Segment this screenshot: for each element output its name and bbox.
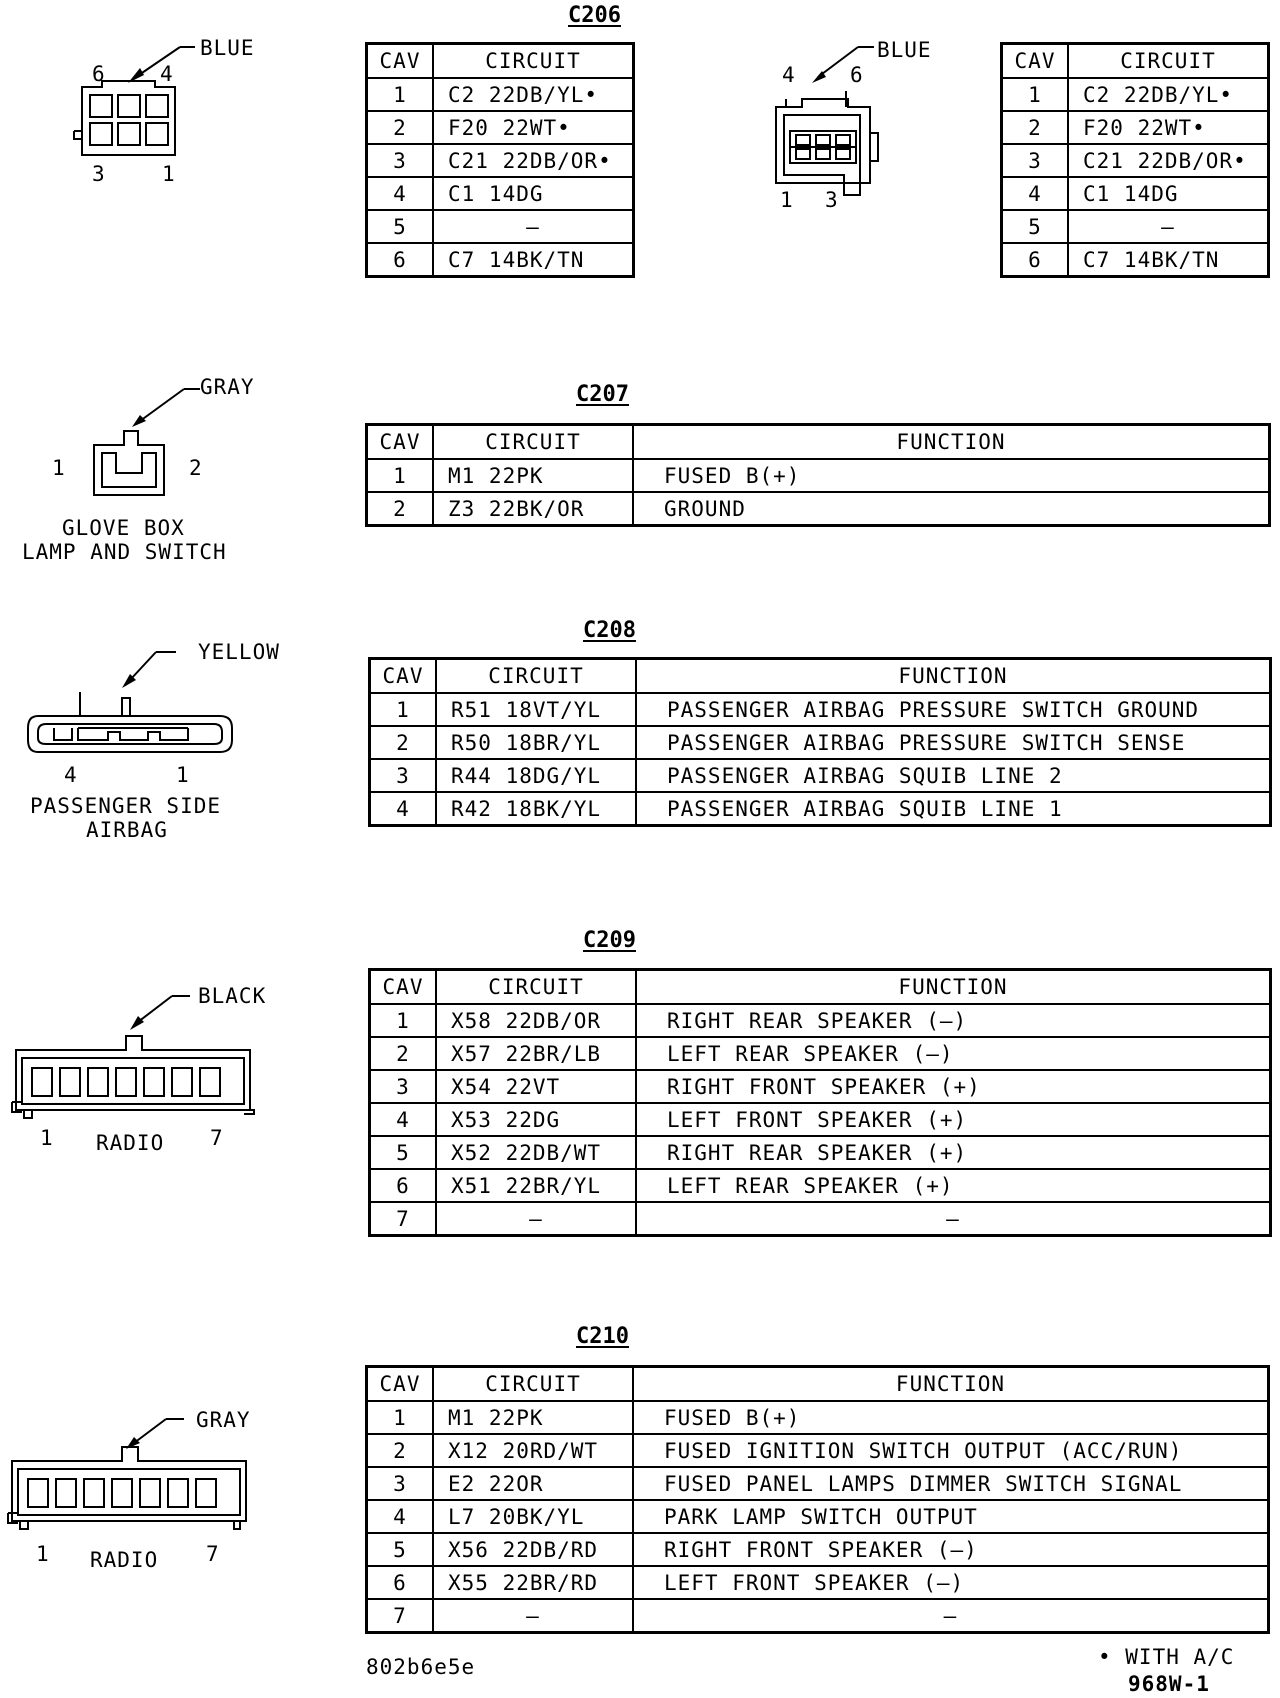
table-row — [367, 243, 633, 276]
circuit-cell: M1 22PK — [433, 1401, 633, 1434]
cav-cell: 4 — [1002, 177, 1068, 210]
circuit-cell: X53 22DG — [436, 1103, 636, 1136]
function-cell: LEFT REAR SPEAKER (+) — [636, 1169, 1270, 1202]
cav-cell: 2 — [367, 1434, 433, 1467]
circuit-cell: M1 22PK — [433, 459, 633, 492]
c206-right-pin-4: 4 — [782, 63, 795, 87]
table-header-row — [370, 970, 1270, 1004]
table-row — [367, 492, 1269, 525]
table-row — [370, 1004, 1270, 1037]
circuit-cell: – — [1068, 210, 1268, 243]
header-cav: CAV — [367, 44, 433, 78]
cav-cell: 3 — [370, 759, 436, 792]
cav-cell: 3 — [370, 1070, 436, 1103]
c208-title: C208 — [583, 618, 636, 643]
cav-cell: 2 — [1002, 111, 1068, 144]
cav-cell: 1 — [370, 693, 436, 726]
c208-component-label-line1: PASSENGER SIDE — [30, 794, 222, 818]
circuit-cell: F20 22WT• — [433, 111, 633, 144]
cav-cell: 6 — [370, 1169, 436, 1202]
c207-table — [366, 424, 1270, 526]
cav-cell: 4 — [370, 792, 436, 825]
circuit-cell: C21 22DB/OR• — [1068, 144, 1268, 177]
function-cell: FUSED PANEL LAMPS DIMMER SWITCH SIGNAL — [633, 1467, 1268, 1500]
cav-cell: 7 — [367, 1599, 433, 1632]
cav-cell: 5 — [367, 210, 433, 243]
c206-left-color-label: BLUE — [200, 36, 255, 60]
table-row — [1002, 111, 1268, 144]
header-circuit: CIRCUIT — [436, 970, 636, 1004]
c206-right-table — [1001, 43, 1269, 277]
table-row — [1002, 243, 1268, 276]
doc-id: 802b6e5e — [366, 1655, 476, 1679]
c210-pin-1: 1 — [36, 1542, 49, 1566]
c209-table — [369, 969, 1271, 1236]
c207-component-label-line2: LAMP AND SWITCH — [22, 540, 227, 564]
table-row — [367, 1434, 1268, 1467]
cav-cell: 1 — [367, 78, 433, 111]
c208-pin-4: 4 — [64, 763, 77, 787]
table-header-row — [1002, 44, 1268, 78]
cav-cell: 3 — [1002, 144, 1068, 177]
cav-cell: 5 — [367, 1533, 433, 1566]
header-cav: CAV — [370, 970, 436, 1004]
table-header-row — [367, 425, 1269, 459]
circuit-cell: X52 22DB/WT — [436, 1136, 636, 1169]
figure-id: 968W-1 — [1128, 1672, 1210, 1696]
cav-cell: 2 — [370, 1037, 436, 1070]
c210-component-label: RADIO — [90, 1548, 159, 1572]
table-row — [370, 1202, 1270, 1235]
table-row — [370, 1136, 1270, 1169]
circuit-cell: – — [433, 210, 633, 243]
cav-cell: 5 — [1002, 210, 1068, 243]
c207-pin-2: 2 — [189, 456, 202, 480]
circuit-cell: L7 20BK/YL — [433, 1500, 633, 1533]
cav-cell: 7 — [370, 1202, 436, 1235]
circuit-cell: C2 22DB/YL• — [1068, 78, 1268, 111]
c206-left-table — [366, 43, 634, 277]
header-circuit: CIRCUIT — [433, 44, 633, 78]
c208-table — [369, 658, 1271, 826]
table-row — [367, 1401, 1268, 1434]
header-function: FUNCTION — [633, 425, 1269, 459]
c206-left-pin-4: 4 — [160, 62, 173, 86]
table-header-row — [367, 44, 633, 78]
function-cell: FUSED IGNITION SWITCH OUTPUT (ACC/RUN) — [633, 1434, 1268, 1467]
circuit-cell: R50 18BR/YL — [436, 726, 636, 759]
function-cell: RIGHT FRONT SPEAKER (+) — [636, 1070, 1270, 1103]
c210-title: C210 — [576, 1324, 629, 1349]
table-row — [367, 459, 1269, 492]
cav-cell: 4 — [367, 177, 433, 210]
table-row — [370, 1103, 1270, 1136]
c209-title: C209 — [583, 928, 636, 953]
cav-cell: 2 — [367, 492, 433, 525]
circuit-cell: X54 22VT — [436, 1070, 636, 1103]
cav-cell: 2 — [370, 726, 436, 759]
circuit-cell: C1 14DG — [1068, 177, 1268, 210]
function-cell: FUSED B(+) — [633, 1401, 1268, 1434]
circuit-cell: C2 22DB/YL• — [433, 78, 633, 111]
c207-pin-1: 1 — [52, 456, 65, 480]
c206-right-pin-6: 6 — [850, 63, 863, 87]
function-cell: LEFT REAR SPEAKER (–) — [636, 1037, 1270, 1070]
header-cav: CAV — [367, 1367, 433, 1401]
function-cell: FUSED B(+) — [633, 459, 1269, 492]
circuit-cell: X58 22DB/OR — [436, 1004, 636, 1037]
c206-left-pin-1: 1 — [162, 162, 175, 186]
cav-cell: 6 — [367, 1566, 433, 1599]
c206-right-color-label: BLUE — [877, 38, 932, 62]
c210-color-label: GRAY — [196, 1408, 251, 1432]
cav-cell: 6 — [367, 243, 433, 276]
c208-component-label-line2: AIRBAG — [86, 818, 168, 842]
circuit-cell: C1 14DG — [433, 177, 633, 210]
c209-color-label: BLACK — [198, 984, 267, 1008]
circuit-cell: R51 18VT/YL — [436, 693, 636, 726]
c207-title: C207 — [576, 382, 629, 407]
circuit-cell: – — [436, 1202, 636, 1235]
circuit-cell: Z3 22BK/OR — [433, 492, 633, 525]
cav-cell: 4 — [370, 1103, 436, 1136]
table-row — [370, 693, 1270, 726]
cav-cell: 1 — [367, 1401, 433, 1434]
function-cell: – — [633, 1599, 1268, 1632]
table-header-row — [367, 1367, 1268, 1401]
table-row — [367, 144, 633, 177]
table-row — [367, 78, 633, 111]
function-cell: PASSENGER AIRBAG SQUIB LINE 2 — [636, 759, 1270, 792]
c206-right-pin-1: 1 — [780, 188, 793, 212]
c208-pin-1: 1 — [176, 763, 189, 787]
c206-left-pin-6: 6 — [92, 62, 105, 86]
table-row — [370, 1037, 1270, 1070]
table-row — [370, 1169, 1270, 1202]
table-row — [370, 726, 1270, 759]
header-function: FUNCTION — [633, 1367, 1268, 1401]
header-function: FUNCTION — [636, 970, 1270, 1004]
header-cav: CAV — [367, 425, 433, 459]
footnote-with-ac: • WITH A/C — [1098, 1645, 1235, 1669]
circuit-cell: R42 18BK/YL — [436, 792, 636, 825]
c206-right-pin-3: 3 — [825, 188, 838, 212]
function-cell: LEFT FRONT SPEAKER (–) — [633, 1566, 1268, 1599]
function-cell: PASSENGER AIRBAG PRESSURE SWITCH GROUND — [636, 693, 1270, 726]
circuit-cell: – — [433, 1599, 633, 1632]
c210-pin-7: 7 — [206, 1542, 219, 1566]
c207-color-label: GRAY — [200, 375, 255, 399]
cav-cell: 6 — [1002, 243, 1068, 276]
cav-cell: 2 — [367, 111, 433, 144]
table-row — [370, 759, 1270, 792]
header-circuit: CIRCUIT — [433, 425, 633, 459]
function-cell: RIGHT REAR SPEAKER (–) — [636, 1004, 1270, 1037]
header-function: FUNCTION — [636, 659, 1270, 693]
header-circuit: CIRCUIT — [436, 659, 636, 693]
table-row — [1002, 210, 1268, 243]
circuit-cell: E2 22OR — [433, 1467, 633, 1500]
circuit-cell: X12 20RD/WT — [433, 1434, 633, 1467]
circuit-cell: X51 22BR/YL — [436, 1169, 636, 1202]
function-cell: PASSENGER AIRBAG PRESSURE SWITCH SENSE — [636, 726, 1270, 759]
function-cell: PASSENGER AIRBAG SQUIB LINE 1 — [636, 792, 1270, 825]
cav-cell: 1 — [370, 1004, 436, 1037]
circuit-cell: X55 22BR/RD — [433, 1566, 633, 1599]
header-circuit: CIRCUIT — [1068, 44, 1268, 78]
function-cell: LEFT FRONT SPEAKER (+) — [636, 1103, 1270, 1136]
c208-color-label: YELLOW — [198, 640, 280, 664]
table-header-row — [370, 659, 1270, 693]
cav-cell: 1 — [1002, 78, 1068, 111]
circuit-cell: X57 22BR/LB — [436, 1037, 636, 1070]
table-row — [367, 210, 633, 243]
function-cell: RIGHT FRONT SPEAKER (–) — [633, 1533, 1268, 1566]
circuit-cell: R44 18DG/YL — [436, 759, 636, 792]
cav-cell: 5 — [370, 1136, 436, 1169]
table-row — [367, 1500, 1268, 1533]
cav-cell: 3 — [367, 1467, 433, 1500]
function-cell: RIGHT REAR SPEAKER (+) — [636, 1136, 1270, 1169]
c209-component-label: RADIO — [96, 1131, 165, 1155]
table-row — [370, 1070, 1270, 1103]
cav-cell: 4 — [367, 1500, 433, 1533]
header-cav: CAV — [370, 659, 436, 693]
table-row — [367, 1533, 1268, 1566]
c206-left-pin-3: 3 — [92, 162, 105, 186]
table-row — [367, 111, 633, 144]
function-cell: PARK LAMP SWITCH OUTPUT — [633, 1500, 1268, 1533]
c209-pin-1: 1 — [40, 1126, 53, 1150]
table-row — [367, 1599, 1268, 1632]
table-row — [1002, 144, 1268, 177]
table-row — [367, 177, 633, 210]
circuit-cell: C7 14BK/TN — [433, 243, 633, 276]
circuit-cell: X56 22DB/RD — [433, 1533, 633, 1566]
table-row — [370, 792, 1270, 825]
c206-title: C206 — [568, 3, 621, 28]
c210-table — [366, 1366, 1269, 1633]
circuit-cell: C7 14BK/TN — [1068, 243, 1268, 276]
table-row — [367, 1566, 1268, 1599]
c209-pin-7: 7 — [210, 1126, 223, 1150]
cav-cell: 3 — [367, 144, 433, 177]
circuit-cell: C21 22DB/OR• — [433, 144, 633, 177]
header-circuit: CIRCUIT — [433, 1367, 633, 1401]
circuit-cell: F20 22WT• — [1068, 111, 1268, 144]
table-row — [1002, 177, 1268, 210]
function-cell: – — [636, 1202, 1270, 1235]
function-cell: GROUND — [633, 492, 1269, 525]
c207-component-label-line1: GLOVE BOX — [62, 516, 185, 540]
table-row — [1002, 78, 1268, 111]
cav-cell: 1 — [367, 459, 433, 492]
table-row — [367, 1467, 1268, 1500]
header-cav: CAV — [1002, 44, 1068, 78]
